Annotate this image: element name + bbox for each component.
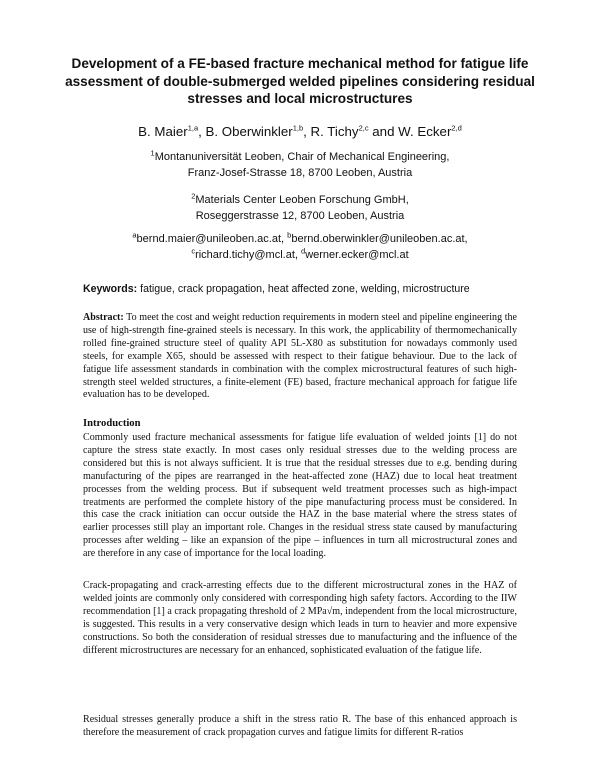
paper-title: Development of a FE-based fracture mechanical method for fatigue life assessment of double-submerged welded pipelines considering residual stresses and local microstructures <box>65 56 535 106</box>
author-name: R. Tichy <box>310 124 359 139</box>
abstract-label: Abstract: <box>83 312 124 323</box>
author-name: B. Maier <box>138 124 188 139</box>
section-heading-introduction: Introduction <box>83 418 141 429</box>
abstract-text: To meet the cost and weight reduction requirements in modern steel and pipeline engineering the use of high-strength fine-grained steels is necessary. In this work, the applicability of thermomechanically rolled fine-grained structure steel of quality API 5L-X80 as substitution for nowadays commonly used steels, for example X65, should be assessed with respect to their fatigue behaviour. Due to the lack of fatigue life assessment standards in combination with the complex microstructural features of such high-strength steel welded structures, a finite-element (FE) based, fracture mechanical approach for fatigue life evaluation has to be developed. <box>83 312 517 401</box>
keywords <box>83 283 523 295</box>
author-name: B. Oberwinkler <box>205 124 293 139</box>
keywords-label: Keywords: <box>83 283 138 295</box>
author-sup: 1,b <box>292 123 304 133</box>
keywords-text: fatigue, crack propagation, heat affected zone, welding, microstructure <box>140 283 470 295</box>
abstract <box>83 312 517 402</box>
email-link[interactable]: werner.ecker@mcl.at <box>305 248 409 261</box>
affiliation-2: $^2$Materials Center Leoben Forschung GmbH, Roseggerstrasse 12, 8700 Leoben, Austria <box>191 191 409 222</box>
affiliation-1: $^1$Montanuniversität Leoben, Chair of Mechanical Engineering, Franz-Josef-Strasse 18, 8700 Leoben, Austria <box>150 148 450 179</box>
email-list: $^a$bernd.maier@unileoben.ac.at, $^b$bernd.oberwinkler@unileoben.ac.at, $^c$richard.tichy@mcl.at, $^d$werner.ecker@mcl.at <box>132 230 468 261</box>
paragraph: Residual stresses generally produce a shift in the stress ratio R. The base of this enhanced approach is therefore the measurement of crack propagation curves and fatigue limits for different R-ratios <box>83 714 517 738</box>
email-link[interactable]: richard.tichy@mcl.at <box>195 248 295 261</box>
email-link[interactable]: bernd.maier@unileoben.ac.at <box>136 233 282 245</box>
email-link[interactable]: bernd.oberwinkler@unileoben.ac.at <box>291 233 465 245</box>
author-sup: 2,c <box>358 123 369 133</box>
paragraph: Crack-propagating and crack-arresting effects due to the different microstructural zones in the HAZ of welded joints are commonly only considered with corresponding high safety factors. According to the IIW recommendation [1] a crack propagating threshold of 2 MPa√m, independent from the local microstructure, is suggested. This results in a very conservative design which leads in turn to heavier and more expensive constructions. So both the consideration of residual stresses due to manufacturing and the influence of the different microstructures are necessary for an enhanced, sophisticated evaluation of the fatigue life. <box>83 580 517 656</box>
author-name: W. Ecker <box>398 124 452 139</box>
author-sup: 1,a <box>187 123 199 133</box>
author-list: B. Maier$^{1,a}$, B. Oberwinkler$^{1,b}$, R. Tichy$^{2,c}$ and W. Ecker$^{2,d}$ <box>138 123 462 139</box>
author-sup: 2,d <box>451 123 462 133</box>
paragraph: Commonly used fracture mechanical assessments for fatigue life evaluation of welded joints [1] do not capture the stress state exactly. In most cases only residual stresses due to the welding process are considered but this is not always sufficient. It is true that the residual stresses due to e.g. bending during manufacturing of the pipes are rearranged in the heat-affected zone (HAZ) due to local heat treatment processes from the welding process. But if subsequent weld treatment processes such as high-impact treatments are performed the complete history of the pipe manufacturing process must be considered. In this case the crack initiation can occur outside the HAZ in the base material where the stress states of earlier processes still play an important role. Changes in the residual stress state caused by manufacturing processes after welding – like an expansion of the pipe – influences in turn all microstructural zones and are therefore in any case of importance for the local loading. <box>83 432 517 560</box>
